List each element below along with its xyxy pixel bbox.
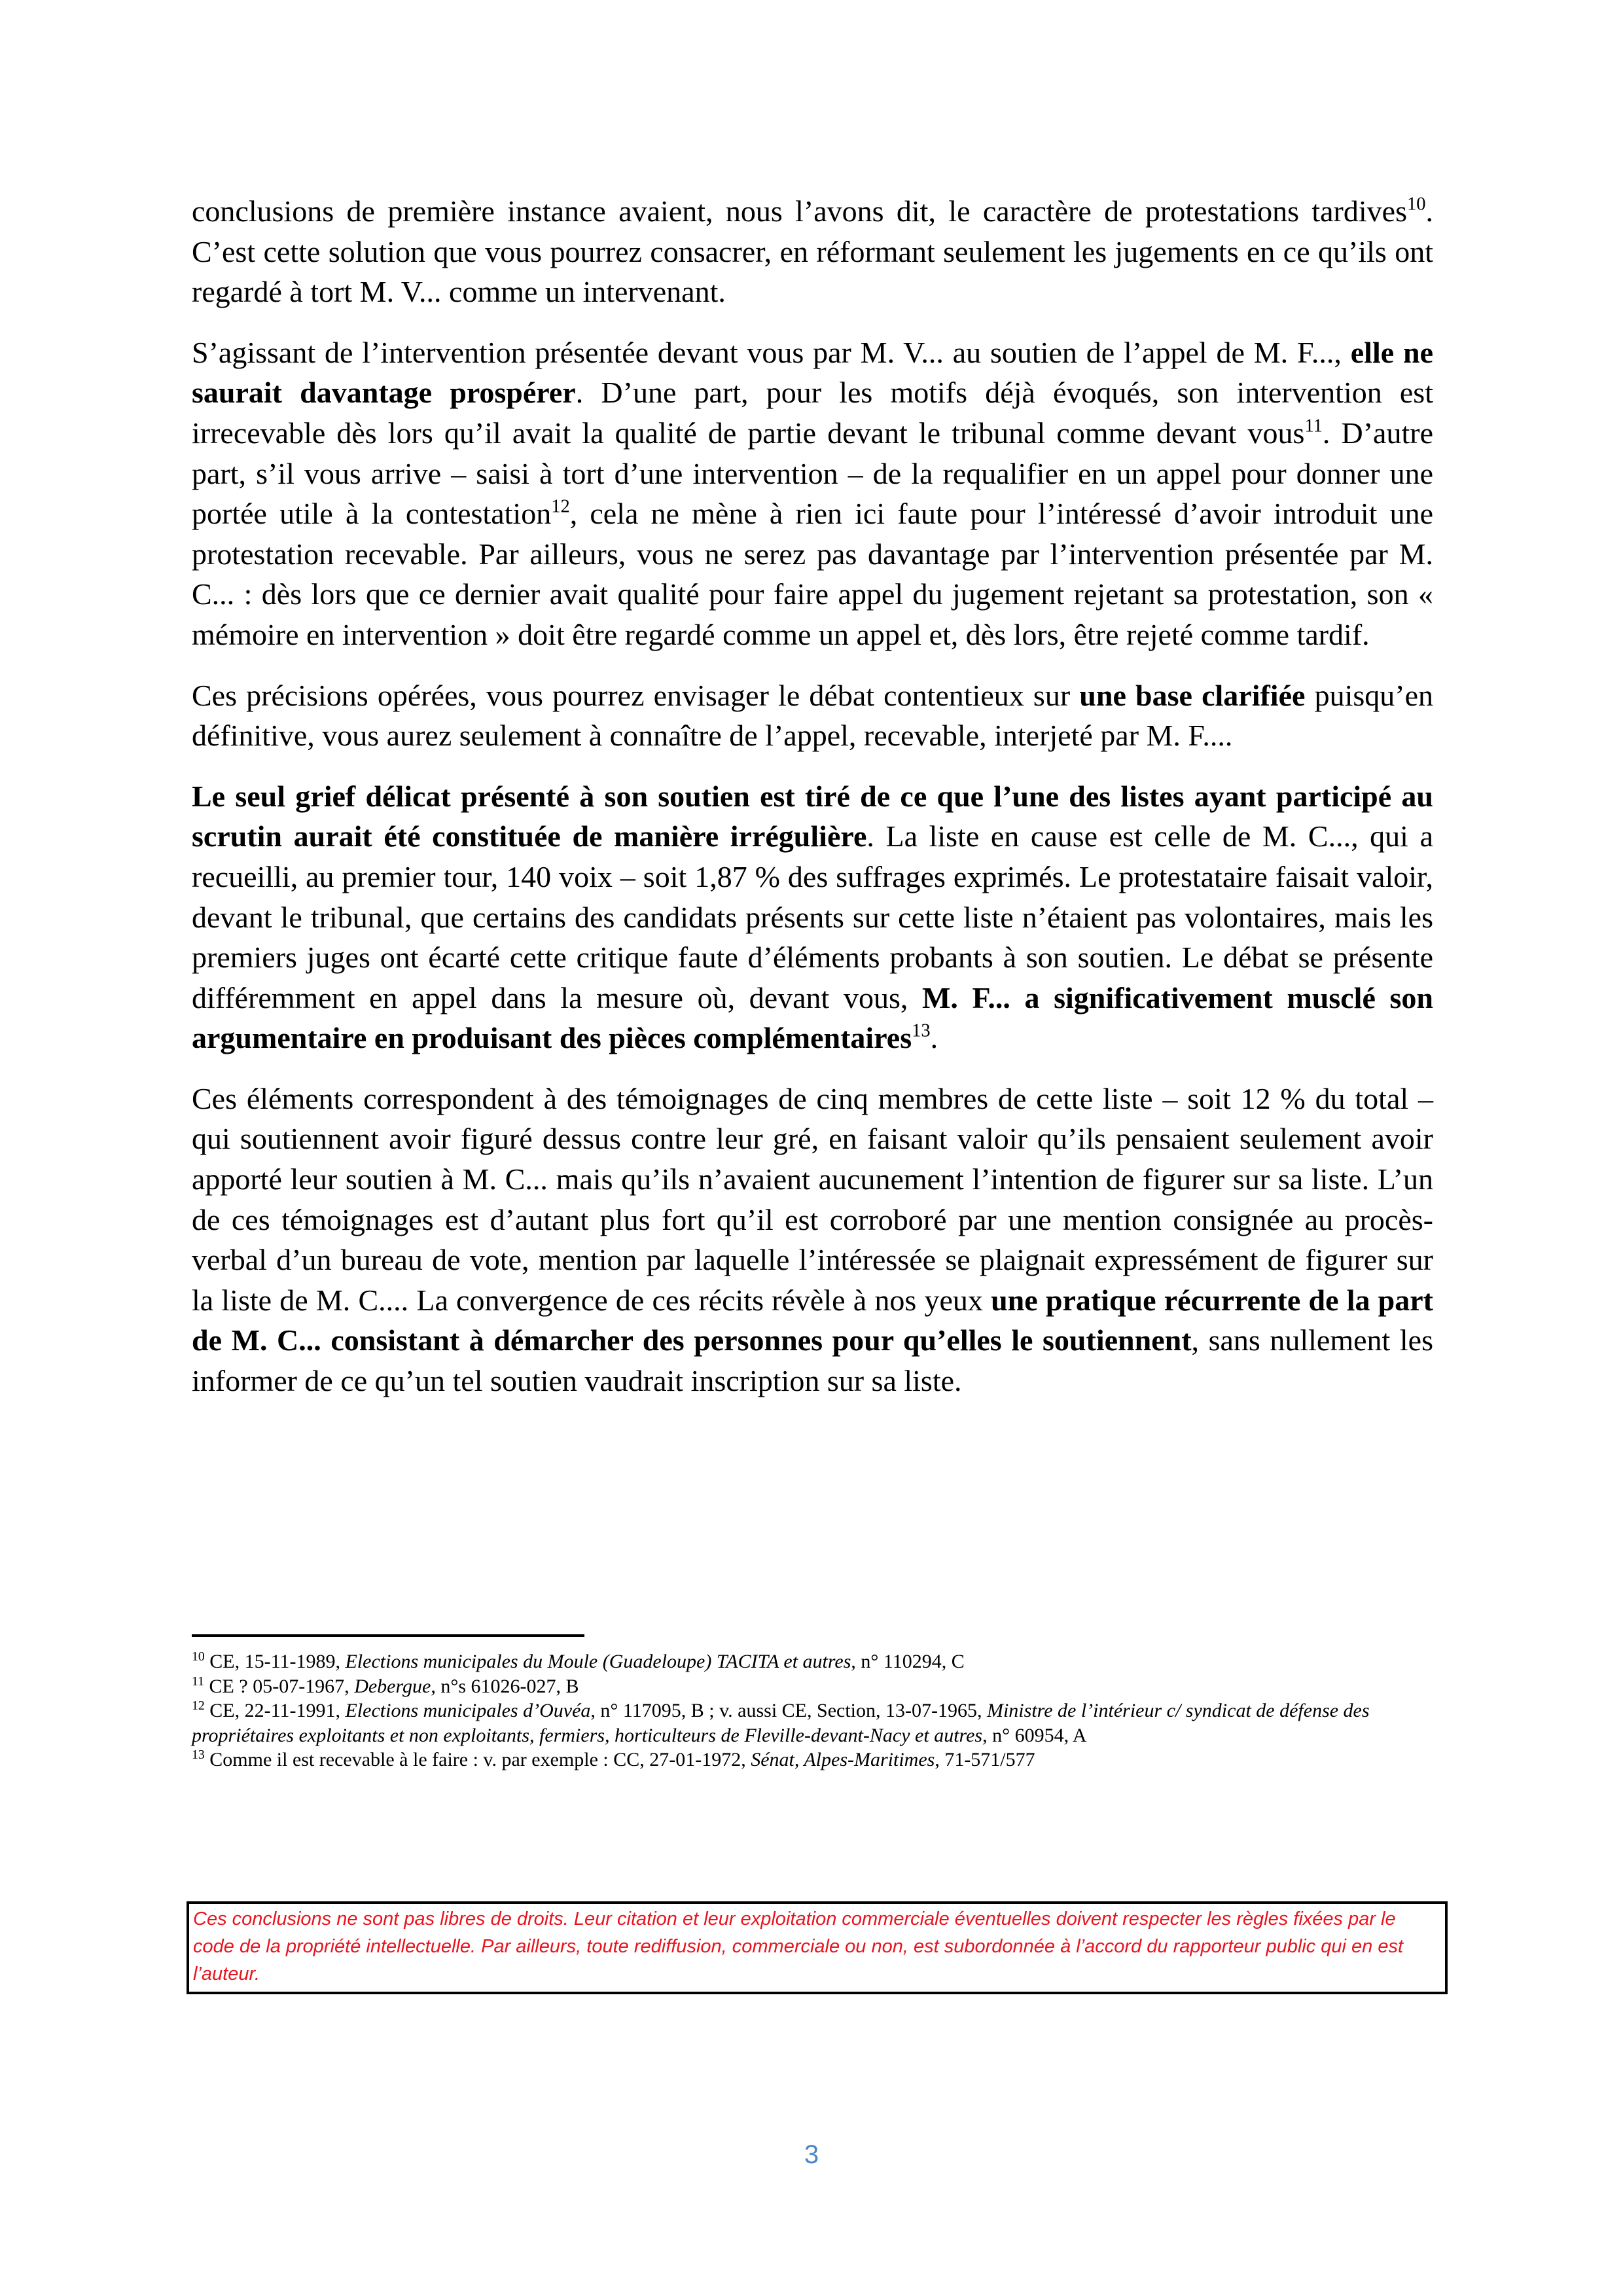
case-name: Debergue	[354, 1675, 431, 1697]
footnote-number: 11	[192, 1674, 205, 1689]
footnote-11	[192, 1674, 1433, 1699]
case-name: Elections municipales d’Ouvéa	[345, 1700, 591, 1722]
paragraph-text: , sans nullement les informer de ce qu’un tel soutien vaudrait inscription sur sa liste.	[192, 1323, 1433, 1398]
case-name: Sénat, Alpes-Maritimes	[751, 1749, 935, 1771]
paragraph	[192, 332, 1433, 655]
footnotes	[192, 1649, 1433, 1772]
paragraph	[192, 776, 1433, 1058]
footnote-13	[192, 1748, 1433, 1772]
footnote-10	[192, 1649, 1433, 1674]
case-name: Ministre de l’intérieur c/ syndicat de défense des propriétaires exploitants et non exploitants, fermiers, horticulteurs de Fleville-devant-Nacy et autres	[192, 1700, 1370, 1746]
footnote-separator	[192, 1634, 584, 1637]
emphasis-text: une pratique récurrente de la part de M. C... consistant à démarcher des personnes pour qu’elles le soutiennent	[192, 1283, 1434, 1357]
footnote-number: 13	[192, 1748, 205, 1763]
paragraph-text: . La liste en cause est celle de M. C..., qui a recueilli, au premier tour, 140 voix – soit 1,87 % des suffrages exprimés. Le protestataire faisait valoir, devant le tribunal, que certains des candidats présents sur cette liste n’étaient pas volontaires, mais les premiers juges ont écarté cette critique faute d’éléments probants à son soutien. Le débat se présente différemment en appel dans la mesure où, devant vous,	[192, 819, 1433, 1014]
paragraph-text: S’agissant de l’intervention présentée devant vous par M. V... au soutien de l’appel de M. F...,	[192, 335, 1351, 369]
paragraph	[192, 1079, 1433, 1401]
case-name: Elections municipales du Moule (Guadeloupe) TACITA et autres	[345, 1651, 851, 1672]
footnote-text: CE ? 05-07-1967,	[204, 1675, 355, 1697]
emphasis-text: Le seul grief délicat présenté à son soutien est tiré de ce que l’une des listes ayant participé au scrutin aurait été constituée de manière irrégulière	[192, 779, 1433, 853]
page-number: 3	[804, 2140, 819, 2169]
emphasis-text: M. F... a significativement musclé son argumentaire en produisant des pièces complémentaires	[192, 980, 1433, 1055]
paragraph-text: puisqu’en définitive, vous aurez seulement à connaître de l’appel, recevable, interjeté par M. F....	[192, 678, 1433, 753]
paragraph	[192, 675, 1433, 756]
body-text	[192, 191, 1433, 1422]
footnote-number: 12	[192, 1698, 205, 1713]
paragraph-text: Ces éléments correspondent à des témoignages de cinq membres de cette liste – soit 12 % du total – qui soutiennent avoir figuré dessus contre leur gré, en faisant valoir qu’ils pensaient seulement avoir apporté leur soutien à M. C... mais qu’ils n’avaient aucunement l’intention de figurer sur sa liste. L’un de ces témoignages est d’autant plus fort qu’il est corroboré par une mention consignée au procès-verbal d’un bureau de vote, mention par laquelle l’intéressée se plaignait expressément de figurer sur la liste de M. C.... La convergence de ces récits révèle à nos yeux	[192, 1081, 1433, 1317]
footnote-ref-10[interactable]: 10	[1406, 194, 1426, 215]
emphasis-text: elle ne saurait davantage prospérer	[192, 335, 1434, 410]
copyright-disclaimer-box	[187, 1901, 1448, 1994]
paragraph-text: . D’une part, pour les motifs déjà évoqués, son intervention est irrecevable dès lors qu’il avait la qualité de partie devant le tribunal comme devant vous	[192, 376, 1433, 450]
footnote-ref-11[interactable]: 11	[1304, 416, 1323, 437]
paragraph-text: . C’est cette solution que vous pourrez consacrer, en réformant seulement les jugements en ce qu’ils ont regardé à tort M. V... comme un intervenant.	[192, 194, 1433, 309]
footnote-text: , n°s 61026-027, B	[431, 1675, 579, 1697]
paragraph-text: conclusions de première instance avaient, nous l’avons dit, le caractère de protestations tardives	[192, 194, 1407, 228]
paragraph	[192, 191, 1433, 312]
footnote-text: CE, 22-11-1991,	[204, 1700, 346, 1722]
footnote-ref-13[interactable]: 13	[912, 1020, 931, 1041]
footnote-text: , n° 117095, B ; v. aussi CE, Section, 13-07-1965,	[590, 1700, 987, 1722]
footnote-ref-12[interactable]: 12	[551, 496, 570, 517]
paragraph-text: , cela ne mène à rien ici faute pour l’intéressé d’avoir introduit une protestation recevable. Par ailleurs, vous ne serez pas davantage par l’intervention présentée par M. C... : dès lors que ce dernier avait qualité pour faire appel du jugement rejetant sa protestation, son « mémoire en intervention » doit être regardé comme un appel et, dès lors, être rejeté comme tardif.	[192, 497, 1434, 651]
paragraph-text: .	[930, 1021, 938, 1055]
footnote-text: CE, 15-11-1989,	[204, 1651, 346, 1672]
emphasis-text: une base clarifiée	[1079, 678, 1306, 712]
disclaimer-text: Ces conclusions ne sont pas libres de droits. Leur citation et leur exploitation commerciale éventuelles doivent respecter les règles fixées par le code de la propriété intellectuelle. Par ailleurs, toute rediffusion, commerciale ou non, est subordonnée à l’accord du rapporteur public qui en est l’auteur.	[193, 1909, 1404, 1984]
footnote-text: , n° 60954, A	[982, 1724, 1087, 1746]
paragraph-text: Ces précisions opérées, vous pourrez envisager le débat contentieux sur	[192, 678, 1080, 712]
footnote-12	[192, 1698, 1433, 1748]
footnote-text: , n° 110294, C	[851, 1651, 965, 1672]
footnote-text: Comme il est recevable à le faire : v. par exemple : CC, 27-01-1972,	[204, 1749, 751, 1771]
footnote-text: , 71-571/577	[935, 1749, 1035, 1771]
footnote-number: 10	[192, 1649, 205, 1664]
paragraph-text: . D’autre part, s’il vous arrive – saisi à tort d’une intervention – de la requalifier en un appel pour donner une portée utile à la contestation	[192, 416, 1433, 531]
